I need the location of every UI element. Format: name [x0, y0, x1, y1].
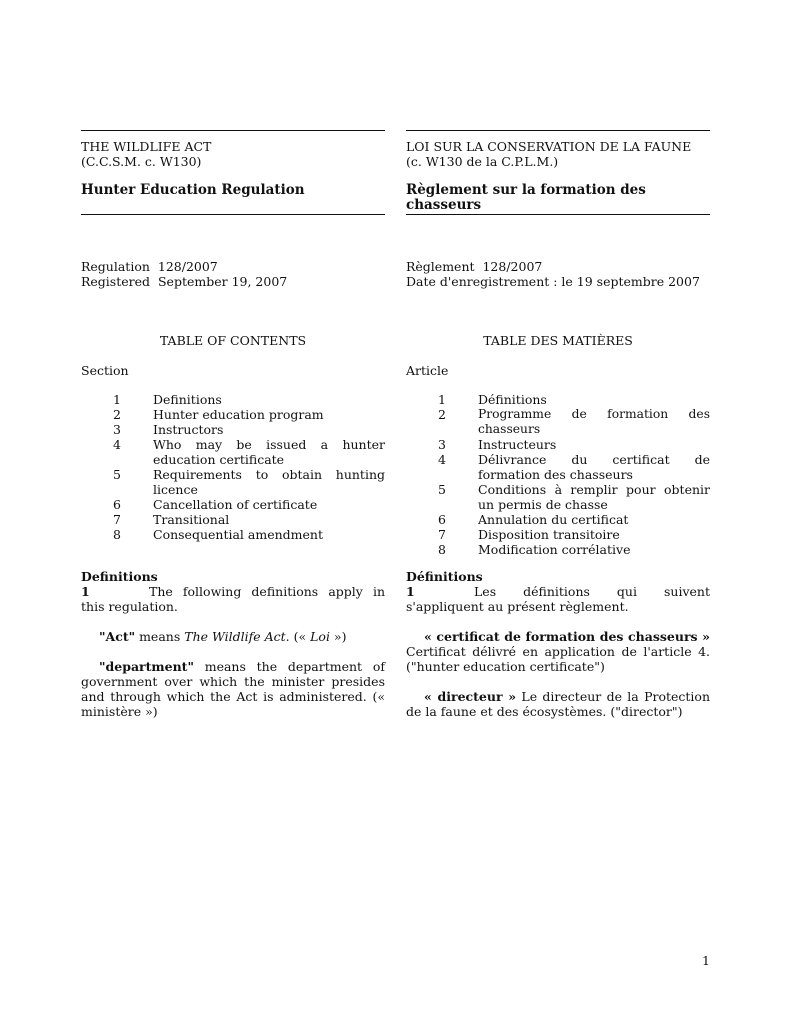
toc-entry-number: 8: [438, 542, 446, 557]
definition-director: [406, 689, 710, 719]
header-bottom-rule: [81, 214, 385, 215]
toc-entry-title: Disposition transitoire: [478, 527, 620, 542]
act-name: LOI SUR LA CONSERVATION DE LA FAUNE: [406, 139, 692, 154]
toc-entry-title: Définitions: [478, 392, 547, 407]
toc-entry-number: 4: [438, 452, 446, 467]
definition-italic: Loi: [310, 629, 330, 644]
toc-entry: [406, 437, 710, 452]
section-number: 1: [406, 584, 415, 599]
regulation-label: Regulation: [81, 259, 150, 274]
toc-entry-number: 3: [113, 422, 121, 437]
toc-entry-number: 3: [438, 437, 446, 452]
toc-entry-title: Hunter education program: [153, 407, 324, 422]
toc-entry-title: Délivrance du certificat de formation des chasseurs: [478, 452, 710, 482]
toc-entry: [81, 527, 385, 542]
definitions-list: [81, 629, 385, 734]
definition-text: means the department of government over which the minister presides and through which the Act is administered. (« ministère »): [81, 659, 385, 719]
definition-term: "department": [99, 659, 194, 674]
definitions-intro: [81, 584, 385, 614]
toc-entry: [81, 497, 385, 512]
toc-entry: [81, 437, 385, 467]
toc-entry: [406, 452, 710, 482]
toc-entry-number: 1: [113, 392, 121, 407]
regulation-label: Règlement: [406, 259, 475, 274]
definition-text: Certificat délivré en application de l'article 4. ("hunter education certificate"): [406, 644, 710, 674]
toc-entry-title: Conditions à remplir pour obtenir un permis de chasse: [478, 482, 710, 512]
definitions-list: [406, 629, 710, 734]
toc-entry-title: Instructors: [153, 422, 224, 437]
definition-act: [81, 629, 385, 644]
definitions-intro-text: Les définitions qui suivent s'appliquent au présent règlement.: [406, 584, 710, 614]
registered-line: [81, 274, 385, 289]
regulation-number-line: [81, 259, 385, 274]
header-top-rule: [406, 130, 710, 131]
toc-entry: [81, 422, 385, 437]
definitions-intro-text: The following definitions apply in this regulation.: [81, 584, 385, 614]
act-citation: (c. W130 de la C.P.L.M.): [406, 154, 559, 169]
regulation-title: Règlement sur la formation des chasseurs: [406, 182, 646, 213]
toc-entry-number: 4: [113, 437, 121, 452]
registered-date: September 19, 2007: [157, 274, 288, 289]
regulation-number: 128/2007: [482, 259, 543, 274]
header-top-rule: [81, 130, 385, 131]
definition-text: »): [329, 629, 347, 644]
toc-entry: [81, 467, 385, 497]
definition-text: means: [135, 629, 185, 644]
toc-entry: [81, 392, 385, 407]
toc-heading: TABLE OF CONTENTS: [159, 333, 307, 348]
act-citation: (C.C.S.M. c. W130): [81, 154, 202, 169]
header-bottom-rule: [406, 214, 710, 215]
table-of-contents: [406, 392, 710, 557]
definition-term: « certificat de formation des chasseurs »: [424, 629, 710, 644]
regulation-title: Hunter Education Regulation: [81, 182, 305, 198]
definition-term: "Act": [99, 629, 136, 644]
definitions-intro: [406, 584, 710, 614]
toc-entry-number: 6: [438, 512, 446, 527]
toc-entry-title: Requirements to obtain hunting licence: [153, 467, 385, 497]
toc-entry-number: 2: [113, 407, 121, 422]
toc-entry-title: Transitional: [153, 512, 230, 527]
toc-entry-title: Modification corrélative: [478, 542, 631, 557]
toc-entry: [81, 407, 385, 422]
definition-certificate: [406, 629, 710, 674]
page-number: 1: [702, 953, 710, 968]
act-name: THE WILDLIFE ACT: [81, 139, 212, 154]
regulation-number-line: [406, 259, 710, 274]
toc-section-label: Article: [406, 363, 449, 378]
definition-text: . («: [285, 629, 311, 644]
toc-entry-number: 5: [438, 482, 446, 497]
toc-entry: [406, 512, 710, 527]
toc-entry: [406, 407, 710, 437]
registered-line: Date d'enregistrement : le 19 septembre 2007: [406, 274, 700, 289]
toc-entry-title: Annulation du certificat: [478, 512, 629, 527]
toc-entry-title: Definitions: [153, 392, 222, 407]
toc-entry: [406, 542, 710, 557]
toc-entry: [81, 512, 385, 527]
definition-italic: The Wildlife Act: [184, 629, 286, 644]
toc-entry: [406, 392, 710, 407]
toc-entry-number: 8: [113, 527, 121, 542]
toc-entry-number: 5: [113, 467, 121, 482]
toc-entry: [406, 482, 710, 512]
toc-entry-title: Programme de formation des chasseurs: [478, 407, 710, 436]
registered-label: Registered: [81, 274, 151, 289]
toc-entry: [406, 527, 710, 542]
definitions-heading: Definitions: [81, 569, 158, 584]
definition-term: « directeur »: [424, 689, 517, 704]
definition-text: Le directeur de la Protection de la faune et des écosystèmes. ("director"): [406, 689, 710, 719]
regulation-number: 128/2007: [157, 259, 218, 274]
toc-entry-number: 7: [113, 512, 121, 527]
toc-entry-title: Who may be issued a hunter education certificate: [153, 437, 385, 467]
toc-entry-number: 7: [438, 527, 446, 542]
toc-entry-title: Consequential amendment: [153, 527, 323, 542]
section-number: 1: [81, 584, 90, 599]
toc-heading: TABLE DES MATIÈRES: [483, 333, 633, 348]
toc-entry-number: 1: [438, 392, 446, 407]
definition-department: [81, 659, 385, 719]
toc-entry-number: 2: [438, 407, 446, 422]
table-of-contents: [81, 392, 385, 542]
toc-entry-title: Instructeurs: [478, 437, 557, 452]
toc-entry-number: 6: [113, 497, 121, 512]
toc-entry-title: Cancellation of certificate: [153, 497, 318, 512]
definitions-heading: Définitions: [406, 569, 483, 584]
toc-section-label: Section: [81, 363, 129, 378]
